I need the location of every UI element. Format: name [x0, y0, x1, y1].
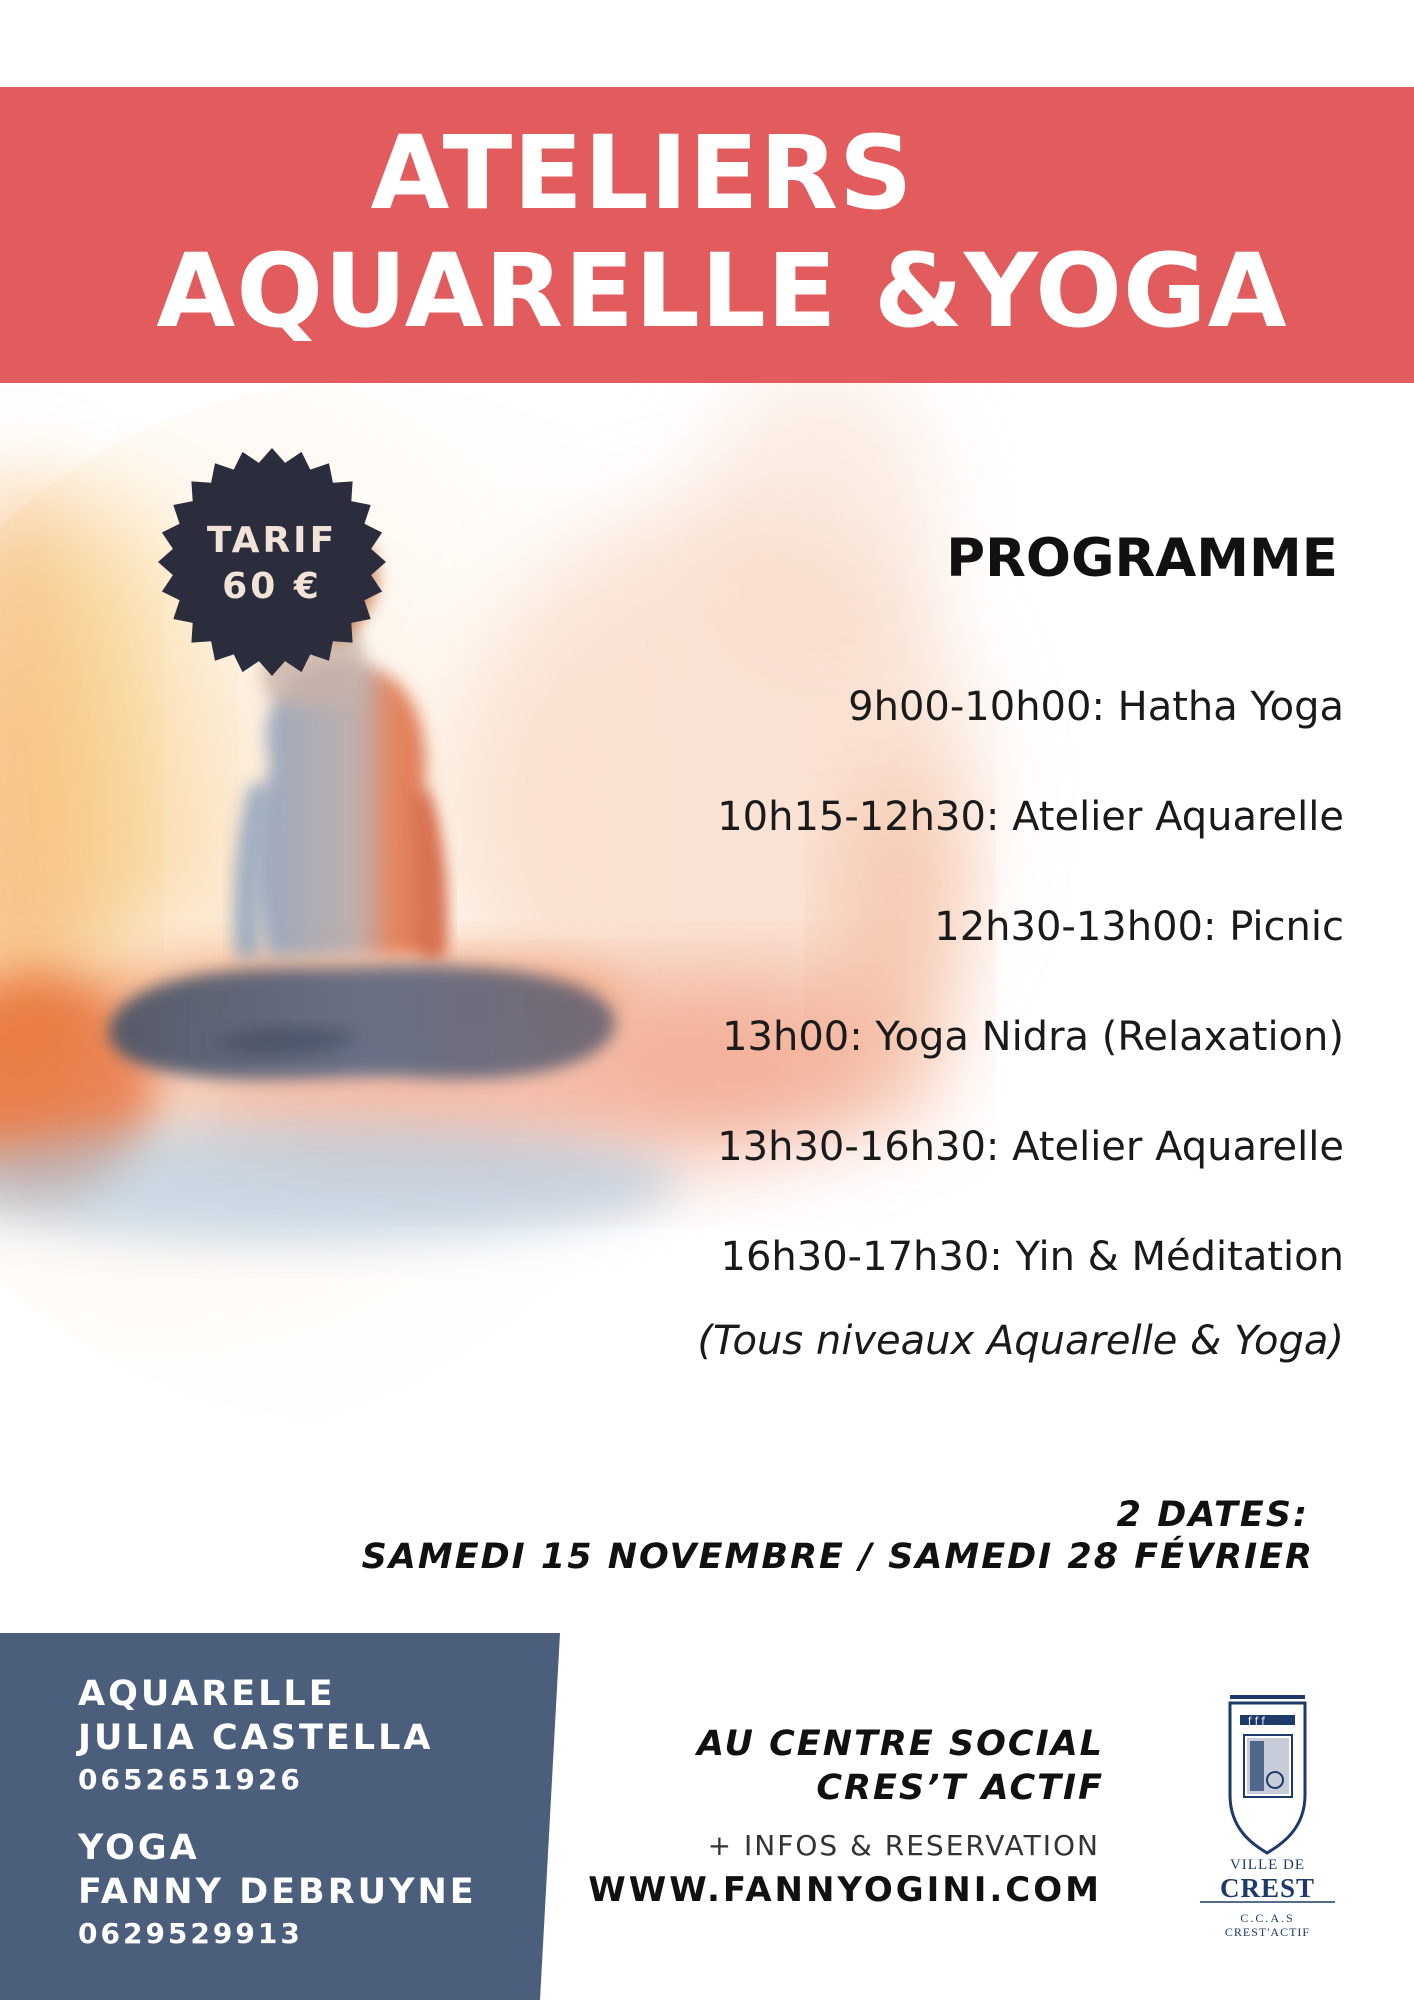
yoga-role: YOGA: [78, 1828, 200, 1868]
dates-list: SAMEDI 15 NOVEMBRE / SAMEDI 28 FÉVRIER: [361, 1537, 1314, 1577]
title-banner: [0, 87, 1414, 383]
levels-note: (Tous niveaux Aquarelle & Yoga): [697, 1318, 1344, 1364]
tarif-text: [156, 518, 388, 610]
venue-line-1: AU CENTRE SOCIAL: [697, 1724, 1104, 1764]
tarif-badge: [156, 446, 388, 678]
schedule-item: 16h30-17h30: Yin & Méditation: [720, 1234, 1344, 1280]
logo-crest: CREST: [1219, 1873, 1316, 1903]
venue-line-2: CRES’T ACTIF: [816, 1768, 1104, 1808]
contacts: [78, 1672, 477, 1954]
schedule-item: 13h30-16h30: Atelier Aquarelle: [717, 1124, 1344, 1170]
title-line-2: AQUARELLE &YOGA: [156, 232, 1288, 351]
logo-crest-actif: CREST'ACTIF: [1224, 1925, 1311, 1939]
aquarelle-phone[interactable]: 0652651926: [78, 1763, 303, 1796]
poster-title: [0, 115, 1414, 351]
schedule-item: 9h00-10h00: Hatha Yoga: [848, 684, 1344, 730]
venue: [697, 1722, 1104, 1810]
logo-ccas: C.C.A.S: [1240, 1911, 1295, 1925]
programme-heading: PROGRAMME: [946, 528, 1338, 589]
schedule-item: 13h00: Yoga Nidra (Relaxation): [722, 1014, 1344, 1060]
website-link[interactable]: WWW.FANNYOGINI.COM: [588, 1870, 1102, 1910]
title-line-1: ATELIERS: [370, 114, 914, 233]
aquarelle-contact-name: JULIA CASTELLA: [78, 1718, 434, 1758]
schedule-item: 10h15-12h30: Atelier Aquarelle: [717, 794, 1344, 840]
tarif-price: 60 €: [222, 566, 322, 607]
yoga-phone[interactable]: 0629529913: [78, 1917, 303, 1950]
programme-schedule: [584, 652, 1344, 1312]
infos-reservation: + INFOS & RESERVATION: [707, 1829, 1100, 1862]
event-dates: [362, 1494, 1314, 1578]
schedule-item: 12h30-13h00: Picnic: [934, 904, 1344, 950]
logo-ville-de: VILLE DE: [1229, 1857, 1306, 1873]
dates-count: 2 DATES:: [1116, 1495, 1309, 1535]
svg-text:ƒ ƒ ƒ: ƒ ƒ ƒ: [1248, 1716, 1265, 1727]
yoga-contact-name: FANNY DEBRUYNE: [78, 1872, 477, 1912]
tarif-label: TARIF: [206, 520, 338, 561]
ville-de-crest-logo: [1200, 1695, 1335, 1939]
aquarelle-role: AQUARELLE: [78, 1674, 336, 1714]
